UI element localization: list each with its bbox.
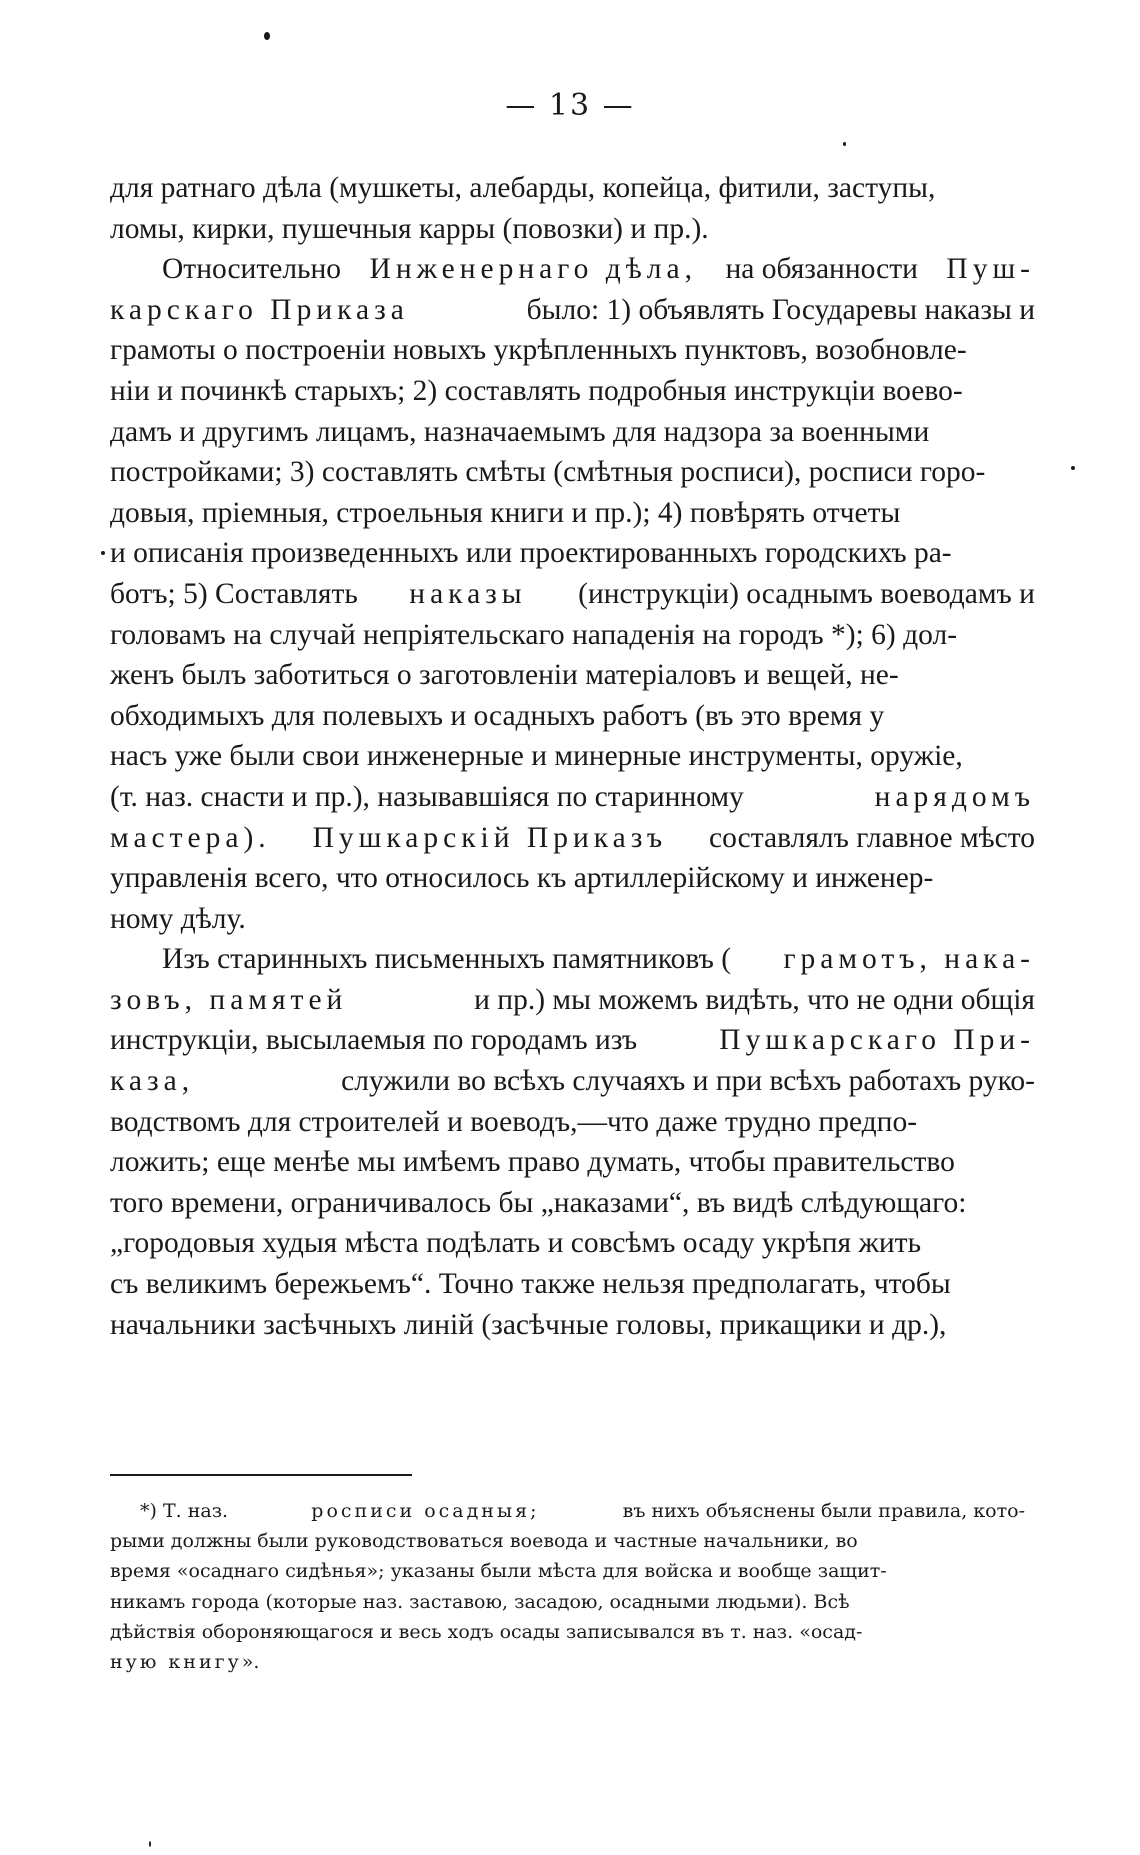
- line-text: и описанія произведенныхъ или проектированныхъ городскихъ ра-: [110, 537, 952, 570]
- line-text: никамъ города (которые наз. заставою, засадою, осадными людьми). Всѣ: [110, 1590, 850, 1613]
- text-line: [110, 1223, 1035, 1264]
- emphasis-text: Пушкарскаго При-: [719, 1024, 1035, 1057]
- footnote-line: [110, 1526, 1025, 1556]
- text-line: [110, 858, 1035, 899]
- line-text: ботъ; 5) Составлять: [110, 577, 358, 610]
- text-line: [110, 493, 1035, 534]
- line-text: того времени, ограничивалось бы „наказами“, въ видѣ слѣдующаго:: [110, 1186, 967, 1219]
- text-line: [110, 209, 1035, 250]
- line-text: Изъ старинныхъ письменныхъ памятниковъ (: [162, 943, 732, 976]
- print-speck: [264, 32, 270, 40]
- footnote-line: [110, 1496, 1025, 1526]
- text-line: [110, 1142, 1035, 1183]
- line-text: довыя, пріемныя, строельныя книги и пр.); 4) повѣрять отчеты: [110, 496, 901, 529]
- line-text: служили во всѣхъ случаяхъ и при всѣхъ работахъ руко-: [341, 1065, 1035, 1098]
- emphasis-text: карскаго Приказа: [110, 293, 409, 326]
- emphasis-text: Пушкарскій Приказъ: [312, 821, 668, 854]
- emphasis-text: росписи осадныя;: [311, 1500, 540, 1522]
- line-text: ному дѣлу.: [110, 902, 246, 935]
- line-text: было: 1) объявлять Государевы наказы и: [526, 293, 1035, 326]
- line-text: ложить; еще менѣе мы имѣемъ право думать, чтобы правительство: [110, 1146, 955, 1179]
- emphasis-text: наказы: [409, 577, 527, 610]
- text-line: [110, 818, 1035, 859]
- main-text: [110, 168, 1035, 1345]
- text-line: [110, 1102, 1035, 1143]
- text-line: [110, 1264, 1035, 1305]
- line-text: постройками; 3) составлять смѣты (смѣтныя росписи), росписи горо-: [110, 456, 986, 489]
- text-line: [110, 574, 1035, 615]
- page-number: — 13 —: [505, 88, 635, 123]
- text-line: [110, 1061, 1035, 1102]
- footnote-marker-text: *) Т. наз.: [140, 1500, 229, 1522]
- line-text: въ нихъ объяснены были правила, кото-: [622, 1500, 1025, 1522]
- footnote-divider: [110, 1474, 412, 1476]
- footnote-line: [110, 1587, 1025, 1617]
- text-line: [110, 1305, 1035, 1346]
- emphasis-text: ную книгу: [110, 1650, 242, 1673]
- line-text: ніи и починкѣ старыхъ; 2) составлять подробныя инструкціи воево-: [110, 374, 963, 407]
- line-text: дамъ и другимъ лицамъ, назначаемымъ для надзора за военными: [110, 415, 930, 448]
- line-text: управленія всего, что относилось къ артиллерійскому и инженер-: [110, 862, 934, 895]
- line-text: обходимыхъ для полевыхъ и осадныхъ работъ (въ это время у: [110, 699, 885, 732]
- line-text: женъ былъ заботиться о заготовленіи матеріаловъ и вещей, не-: [110, 659, 899, 692]
- line-text: ».: [241, 1650, 260, 1673]
- footnote-line: [110, 1647, 1025, 1677]
- emphasis-text: мастера).: [110, 821, 271, 854]
- line-text: дѣйствія обороняющагося и весь ходъ осады записывался въ т. наз. «осад-: [110, 1620, 863, 1643]
- print-speck: [843, 142, 846, 146]
- line-text: на обязанности: [725, 253, 918, 286]
- text-line: [110, 899, 1035, 940]
- line-text: (т. наз. снасти и пр.), называвшіяся по старинному: [110, 780, 744, 813]
- line-text: (инструкціи) осаднымъ воеводамъ и: [578, 577, 1035, 610]
- emphasis-text: нарядомъ: [874, 780, 1035, 813]
- line-text: грамоты о построеніи новыхъ укрѣпленныхъ пунктовъ, возобновле-: [110, 334, 967, 367]
- text-line: [110, 452, 1035, 493]
- line-text: для ратнаго дѣла (мушкеты, алебарды, копейца, фитили, заступы,: [110, 172, 936, 204]
- text-line: [110, 980, 1035, 1021]
- line-text: начальники засѣчныхъ линій (засѣчные головы, прикащики и др.),: [110, 1308, 947, 1341]
- text-line: [110, 1183, 1035, 1224]
- text-line: [110, 777, 1035, 818]
- line-text: составлялъ главное мѣсто: [709, 821, 1035, 854]
- line-text: ломы, кирки, пушечныя карры (повозки) и пр.).: [110, 212, 709, 245]
- line-text: Относительно: [162, 253, 342, 286]
- line-text: инструкціи, высылаемыя по городамъ изъ: [110, 1024, 638, 1057]
- line-text: водствомъ для строителей и воеводъ,—что даже трудно предпо-: [110, 1105, 918, 1138]
- emphasis-text: Инженернаго дѣла,: [369, 253, 697, 286]
- text-line: [110, 371, 1035, 412]
- text-line: [110, 736, 1035, 777]
- text-line: [110, 168, 1035, 209]
- emphasis-text: каза,: [110, 1065, 195, 1098]
- line-text: и пр.) мы можемъ видѣть, что не одни общія: [474, 983, 1035, 1016]
- text-line: [110, 939, 1035, 980]
- emphasis-text: зовъ, памятей: [110, 983, 348, 1016]
- text-line: [110, 412, 1035, 453]
- print-speck: [149, 1841, 151, 1847]
- text-line: [110, 533, 1035, 574]
- text-line: [110, 615, 1035, 656]
- line-text: головамъ на случай непріятельскаго нападенія на городъ *); 6) дол-: [110, 618, 958, 651]
- text-line: [110, 330, 1035, 371]
- print-speck: [1071, 466, 1075, 470]
- emphasis-text: грамотъ, нака-: [783, 943, 1035, 976]
- line-text: рыми должны были руководствоваться воевода и частные начальники, во: [110, 1530, 858, 1553]
- print-speck: [101, 551, 105, 555]
- text-line: [110, 290, 1035, 331]
- text-line: [110, 696, 1035, 737]
- footnote: [110, 1496, 1025, 1677]
- text-line: [110, 1020, 1035, 1061]
- line-text: съ великимъ бережьемъ“. Точно также нельзя предполагать, чтобы: [110, 1268, 951, 1301]
- text-line: [110, 249, 1035, 290]
- emphasis-text: Пуш-: [946, 253, 1035, 286]
- line-text: „городовыя худыя мѣста подѣлать и совсѣмъ осаду укрѣпя жить: [110, 1227, 922, 1260]
- line-text: время «осаднаго сидѣнья»; указаны были мѣста для войска и вообще защит-: [110, 1560, 887, 1583]
- line-text: насъ уже были свои инженерные и минерные инструменты, оружіе,: [110, 740, 963, 773]
- text-line: [110, 655, 1035, 696]
- footnote-line: [110, 1617, 1025, 1647]
- footnote-line: [110, 1556, 1025, 1586]
